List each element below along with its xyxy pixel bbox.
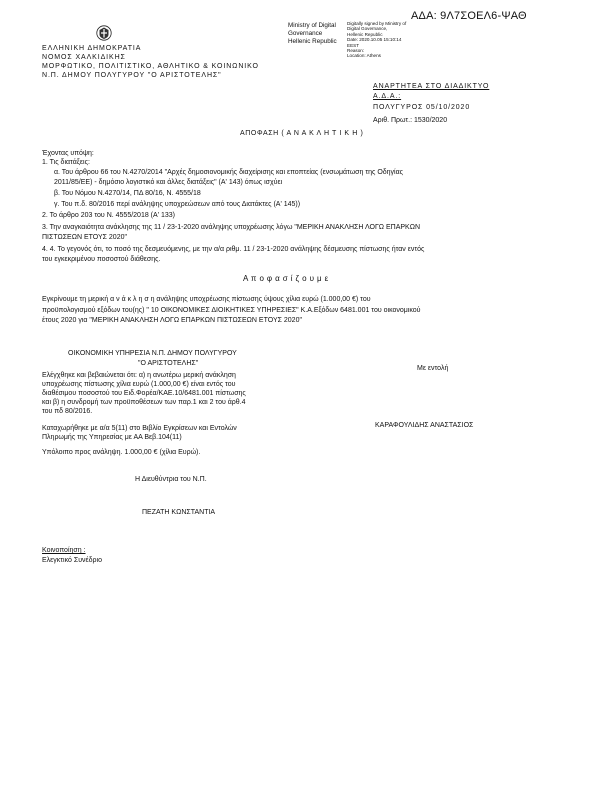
posted-online-label: ΑΝΑΡΤΗΤΕΑ ΣΤΟ ΔΙΑΔΙΚΤΥΟ — [373, 83, 490, 90]
stamp-details — [347, 21, 406, 59]
greek-emblem-icon — [96, 24, 112, 42]
list-item: 2. Το άρθρο 203 του Ν. 4555/2018 (Α' 133) — [42, 212, 175, 219]
director-name: ΠΕΖΑΤΗ ΚΩΝΣΤΑΝΤΙΑ — [142, 509, 216, 516]
stamp-detail: Digitally signed by Ministry of — [347, 21, 407, 26]
finance-check-block — [42, 371, 246, 416]
header-line: ΝΟΜΟΣ ΧΑΛΚΙΔΙΚΗΣ — [42, 54, 126, 61]
ada-code: ΑΔΑ: 9Λ7ΣΟΕΛ6-ΨΑΘ — [411, 10, 527, 22]
signer-name: ΚΑΡΑΦΟΥΛΙΔΗΣ ΑΝΑΣΤΑΣΙΟΣ — [375, 422, 474, 429]
registration-block — [42, 424, 237, 442]
signature-stamp — [288, 22, 337, 46]
decision-title: ΑΠΟΦΑΣΗ ( Α Ν Α Κ Λ Η Τ Ι Κ Η ) — [240, 130, 364, 137]
stamp-detail: Location: Athens — [347, 53, 381, 59]
header-line: ΜΟΡΦΩΤΙΚΟ, ΠΟΛΙΤΙΣΤΙΚΟ, ΑΘΛΗΤΙΚΟ & ΚΟΙΝΩΝΙΚΟ — [42, 63, 259, 70]
stamp-line: Hellenic Republic — [288, 38, 337, 45]
stamp-line: Governance — [288, 30, 323, 37]
header-line: ΕΛΛΗΝΙΚΗ ΔΗΜΟΚΡΑΤΙΑ — [42, 45, 142, 52]
considering-label: Έχοντας υπόψη: — [42, 150, 94, 157]
list-item: α. Του άρθρου 66 του Ν.4270/2014 "Αρχές δημοσιονομικής διαχείρισης και εποπτείας (ενσωμάτωση της Οδηγίας — [54, 169, 404, 176]
protocol-number: Αριθ. Πρωτ.: 1530/2020 — [373, 117, 448, 124]
decision-text-line: προϋπολογισμού εξόδων του(ης) " 10 ΟΙΚΟΝΟΜΙΚΕΣ ΔΙΟΙΚΗΤΙΚΕΣ ΥΠΗΡΕΣΙΕΣ" Κ.Α.Εξόδων 6481.001 του οικονομικού — [42, 307, 421, 314]
director-label: Η Διευθύντρια του Ν.Π. — [135, 476, 207, 483]
finance-line: του πδ 80/2016. — [42, 408, 93, 415]
registration-line: Καταχωρήθηκε με α/α 5(11) στο Βιβλίο Εγκρίσεων και Εντολών — [42, 425, 237, 432]
stamp-detail: EEST — [347, 42, 359, 48]
list-item: γ. Του π.δ. 80/2016 περί ανάληψης υποχρεώσεων από τους Διατάκτες (Α' 145)) — [54, 201, 301, 208]
finance-subtitle: "Ο ΑΡΙΣΤΟΤΕΛΗΣ" — [138, 360, 199, 367]
stamp-line: Ministry of Digital — [288, 22, 336, 29]
stamp-detail: Reason: — [347, 48, 365, 54]
list-item: του εγκεκριμένου ποσοστού διάθεσης. — [42, 256, 161, 263]
decision-text-line: έτους 2020 για "ΜΕΡΙΚΗ ΑΝΑΚΛΗΣΗ ΛΟΓΩ ΕΠΑΡΚΩΝ ΠΙΣΤΩΣΕΩΝ ΕΤΟΥΣ 2020" — [42, 317, 302, 324]
stamp-detail: Date: 2020.10.05 15:10:14 — [347, 37, 402, 43]
finance-line: Ελέγχθηκε και βεβαιώνεται ότι: α) η ανωτέρω μερική ανάκληση — [42, 372, 236, 379]
finance-line: υποχρέωσης πίστωσης χίλια ευρώ (1.000,00 €) είναι εντός του — [42, 381, 236, 388]
list-item: ΠΙΣΤΩΣΕΩΝ ΕΤΟΥΣ 2020" — [42, 234, 127, 241]
stamp-detail: Digital Governance, — [347, 26, 388, 32]
notification-recipient: Ελεγκτικό Συνέδριο — [42, 557, 102, 564]
list-item: 1. Τις διατάξεις: — [42, 159, 90, 166]
place-date: ΠΟΛΥΓΥΡΟΣ 05/10/2020 — [373, 104, 471, 111]
list-item: 3. Την αναγκαιότητα ανάκλησης της 11 / 23-1-2020 ανάληψης υποχρέωσης λόγω "ΜΕΡΙΚΗ ΑΝΑΚΛΗΣΗ ΛΟΓΩ ΕΠΑΡΚΩΝ — [42, 224, 420, 231]
finance-title: ΟΙΚΟΝΟΜΙΚΗ ΥΠΗΡΕΣΙΑ Ν.Π. ΔΗΜΟΥ ΠΟΛΥΓΥΡΟΥ — [68, 350, 237, 357]
decision-text-line: Εγκρίνουμε τη μερική α ν ά κ λ η σ η ανάληψης υποχρέωσης πίστωσης ύψους χίλια ευρώ (1.000,00 €) του — [42, 296, 371, 303]
finance-line: και β) η συνδρομή των προϋποθέσεων των παρ.1 και 2 του άρθ.4 — [42, 399, 246, 406]
issuer-header — [42, 44, 259, 80]
header-line: Ν.Π. ΔΗΜΟΥ ΠΟΛΥΓΥΡΟΥ "Ο ΑΡΙΣΤΟΤΕΛΗΣ" — [42, 72, 222, 79]
order-label: Με εντολή — [417, 365, 449, 372]
ada-label: Α.Δ.Α.: — [373, 93, 402, 100]
remaining-balance: Υπόλοιπο προς ανάληψη. 1.000,00 € (χίλια Ευρώ). — [42, 449, 201, 456]
list-item: 2011/85/ΕΕ) - δημόσιο λογιστικό και άλλες διατάξεις" (Α' 143) όπως ισχύει — [54, 179, 283, 186]
decide-heading: Α π ο φ α σ ί ζ ο υ μ ε — [243, 274, 329, 283]
notification-label: Κοινοποίηση : — [42, 547, 86, 554]
finance-line: διαθέσιμου ποσοστού του Ειδ.Φορέα/ΚΑΕ.10/6481.001 πίστωσης — [42, 390, 246, 397]
registration-line: Πληρωμής της Υπηρεσίας με ΑΑ Βεβ.104(11) — [42, 434, 182, 441]
list-item: β. Του Νόμου Ν.4270/14, ΠΔ 80/16, Ν. 4555/18 — [54, 190, 201, 197]
stamp-detail: Hellenic Republic — [347, 31, 383, 37]
list-item: 4. 4. Το γεγονός ότι, το ποσό της δεσμευόμενης, με την α/α ριθμ. 11 / 23-1-2020 ανάληψης δέσμευσης πίστωσης ήταν εντός — [42, 246, 425, 253]
